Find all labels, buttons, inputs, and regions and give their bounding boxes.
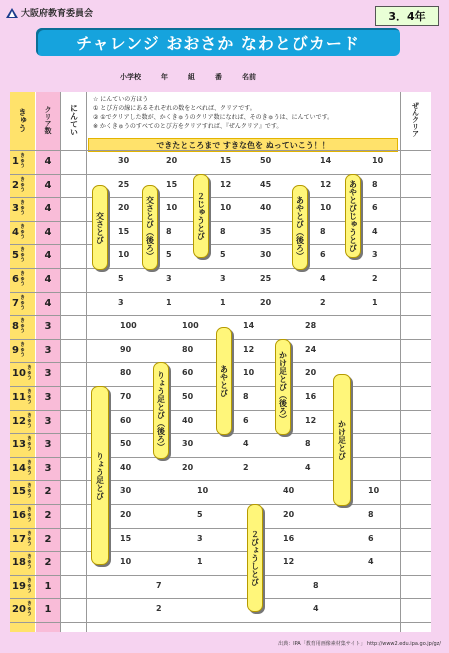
- jump-count: 3: [166, 274, 172, 283]
- jump-type-label: りょう足とび（後ろ）: [153, 362, 169, 458]
- jump-count: 6: [320, 250, 326, 260]
- jump-count: 40: [283, 486, 295, 496]
- kyuu-suffix: き ゅ う: [19, 341, 25, 358]
- jump-count: 15: [220, 156, 232, 165]
- jump-count: 20: [166, 156, 178, 165]
- clear-count: 3: [44, 439, 52, 451]
- jump-count: 4: [305, 462, 311, 472]
- row-divider: [10, 221, 431, 222]
- kyuu-label: [10, 363, 35, 384]
- row-divider: [10, 457, 431, 458]
- kyuu-number: 1: [12, 156, 19, 167]
- jump-count: 60: [120, 415, 132, 425]
- row-divider: [10, 551, 431, 552]
- name-field: 名前: [242, 73, 256, 81]
- kyuu-label: [10, 175, 35, 196]
- kyuu-suffix: き ゅ う: [26, 389, 32, 405]
- jump-count: 2: [156, 604, 162, 614]
- kyuu-suffix: き ゅ う: [26, 483, 32, 500]
- jump-count: 8: [372, 179, 378, 189]
- clear-count-header: クリア数: [44, 105, 52, 134]
- kyuu-label: [10, 387, 35, 408]
- clear-count: 3: [44, 368, 52, 380]
- kyuu-suffix: き ゅ う: [19, 176, 25, 193]
- jump-count: 25: [118, 179, 130, 189]
- jump-count: 2: [372, 274, 378, 283]
- jump-count: 8: [320, 226, 326, 236]
- kyuu-suffix: き ゅ う: [26, 554, 32, 571]
- kyuu-label: [10, 434, 35, 455]
- kyuu-label: [10, 576, 35, 597]
- kyuu-label: [10, 505, 35, 526]
- kyuu-number: 17: [12, 533, 26, 545]
- jump-count: 10: [368, 486, 380, 496]
- kyuu-number: 2: [12, 179, 19, 191]
- kyuu-number: 6: [12, 274, 19, 285]
- jump-count: 40: [120, 462, 132, 472]
- jump-count: 15: [118, 226, 130, 236]
- row-divider: [10, 150, 431, 151]
- row-divider: [10, 268, 431, 269]
- row-divider: [10, 575, 431, 576]
- jump-count: 3: [118, 297, 124, 307]
- jump-count: 50: [182, 392, 194, 401]
- ninteii-header: にんてい: [69, 103, 79, 136]
- jump-type-label: ２じゅうとび: [193, 174, 209, 259]
- jump-count: 20: [182, 462, 194, 472]
- jump-count: 1: [166, 297, 172, 307]
- kyuu-suffix: き ゅ う: [19, 271, 25, 287]
- clear-count: 2: [44, 557, 52, 569]
- kyuu-number: 16: [12, 510, 26, 521]
- clear-count: 4: [44, 250, 52, 262]
- row-divider: [10, 504, 431, 505]
- clear-count: 4: [44, 226, 52, 238]
- kyuu-label: [10, 269, 35, 290]
- jump-count: 20: [120, 510, 132, 519]
- jump-count: 6: [372, 203, 378, 213]
- jump-count: 2: [243, 462, 249, 472]
- jump-count: 4: [243, 439, 249, 449]
- jump-count: 20: [260, 297, 272, 307]
- kyuu-suffix: き ゅ う: [26, 601, 32, 618]
- jump-type-label: ２びょうしとび: [247, 504, 263, 612]
- jump-count: 8: [313, 580, 319, 590]
- jump-count: 25: [260, 274, 272, 283]
- jump-count: 10: [197, 486, 209, 496]
- kyuu-label: [10, 293, 35, 314]
- jump-count: 80: [182, 344, 194, 354]
- row-divider: [10, 292, 431, 293]
- clear-count: 4: [44, 203, 52, 215]
- jump-count: 28: [305, 321, 317, 331]
- jump-count: 1: [197, 557, 203, 567]
- kyuu-number: 4: [12, 226, 19, 238]
- jump-count: 30: [120, 486, 132, 496]
- jump-count: 60: [182, 368, 194, 378]
- jump-count: 12: [320, 179, 332, 189]
- row-divider: [10, 622, 431, 623]
- clear-count: 2: [44, 533, 52, 545]
- jump-count: 90: [120, 344, 132, 354]
- jump-count: 70: [120, 392, 132, 401]
- jump-count: 3: [197, 533, 203, 543]
- school-info-line: [120, 72, 449, 82]
- jump-count: 8: [243, 392, 249, 401]
- clear-count: 3: [44, 415, 52, 427]
- clear-count: 4: [44, 156, 52, 167]
- kyuu-label: [10, 198, 35, 219]
- kyuu-header: きゅう: [18, 107, 27, 132]
- row-divider: [10, 174, 431, 175]
- kyuu-suffix: き ゅ う: [26, 507, 32, 523]
- jump-count: 100: [182, 321, 199, 331]
- instructions-title: ☆ にんていの方ほう: [93, 96, 149, 103]
- jump-count: 4: [313, 604, 319, 614]
- jump-type-label: かけ足とび（後ろ）: [275, 339, 291, 435]
- instructions-line-2: ② ①でクリアした数が、かくきゅうのクリア数になれば、そのきゅうは、にんていです。: [93, 114, 334, 121]
- jump-count: 7: [156, 580, 162, 590]
- row-divider: [10, 197, 431, 198]
- kyuu-suffix: き ゅ う: [26, 530, 32, 547]
- kyuu-number: 13: [12, 439, 26, 451]
- jump-count: 100: [120, 321, 137, 331]
- kyuu-suffix: き ゅ う: [19, 318, 25, 335]
- kyuu-label: [10, 599, 35, 620]
- jump-count: 50: [260, 156, 272, 165]
- kyuu-number: 12: [12, 415, 26, 427]
- clear-count: 3: [44, 321, 52, 333]
- kyuu-number: 11: [12, 392, 26, 403]
- clear-count: 1: [44, 604, 52, 616]
- kyuu-number: 14: [12, 462, 26, 474]
- jump-count: 12: [220, 179, 232, 189]
- instructions-box: [88, 92, 398, 136]
- jump-count: 14: [320, 156, 332, 165]
- zenclear-header: ぜんクリア: [411, 102, 420, 137]
- jump-count: 5: [166, 250, 172, 260]
- kyuu-number: 18: [12, 557, 26, 569]
- jump-count: 16: [283, 533, 295, 543]
- row-divider: [10, 244, 431, 245]
- jump-count: 10: [120, 557, 132, 567]
- jump-count: 5: [118, 274, 124, 283]
- jump-count: 4: [320, 274, 326, 283]
- kyuu-number: 7: [12, 297, 19, 309]
- jump-type-label: あやとびじゅうとび: [345, 174, 361, 259]
- osaka-logo-icon: [6, 8, 18, 18]
- kyuu-suffix: き ゅ う: [19, 247, 25, 264]
- kyuu-label: [10, 411, 35, 432]
- column-divider: [86, 92, 87, 632]
- jump-type-label: あやとび（後ろ）: [292, 185, 308, 270]
- jump-count: 15: [166, 179, 178, 189]
- clear-count: 2: [44, 510, 52, 521]
- source-footer: 出典：IPA「教育用画像素材集サイト」 http://www2.edu.ipa.go.jp/gz/: [278, 641, 441, 647]
- jump-count: 5: [197, 510, 203, 519]
- kyuu-number: 8: [12, 321, 19, 333]
- jump-count: 10: [372, 156, 384, 165]
- jump-count: 12: [305, 415, 317, 425]
- kyuu-number: 10: [12, 368, 26, 380]
- row-divider: [10, 598, 431, 599]
- jump-count: 30: [118, 156, 130, 165]
- jump-count: 3: [372, 250, 378, 260]
- jump-count: 20: [283, 510, 295, 519]
- jump-count: 10: [166, 203, 178, 213]
- page-title: チャレンジ おおさか なわとびカード: [36, 28, 400, 56]
- jump-count: 16: [305, 392, 317, 401]
- kyuu-number: 19: [12, 580, 26, 592]
- jump-count: 45: [260, 179, 272, 189]
- jump-count: 4: [368, 557, 374, 567]
- clear-count: 3: [44, 462, 52, 474]
- kyuu-suffix: き ゅ う: [26, 459, 32, 476]
- jump-count: 12: [243, 344, 255, 354]
- column-divider: [400, 92, 401, 632]
- jump-count: 8: [166, 226, 172, 236]
- jump-count: 2: [320, 297, 326, 307]
- kyuu-label: [10, 552, 35, 573]
- jump-type-label: りょう足とび: [91, 386, 109, 565]
- row-divider: [10, 528, 431, 529]
- year-field: 年: [161, 73, 168, 81]
- jump-type-label: 交さとび: [92, 185, 108, 270]
- column-divider: [60, 92, 61, 632]
- clear-count: 4: [44, 297, 52, 309]
- jump-type-label: 交さとび（後ろ）: [142, 185, 158, 270]
- publisher: [6, 6, 93, 19]
- kyuu-suffix: き ゅ う: [19, 153, 25, 169]
- jump-count: 10: [118, 250, 130, 260]
- instructions-line-1: ① とび方の線にあるそれぞれの数をとべれば、クリアです。: [93, 105, 256, 112]
- kyuu-label: [10, 458, 35, 479]
- jump-count: 12: [283, 557, 295, 567]
- jump-count: 1: [372, 297, 378, 307]
- number-field: 番: [215, 73, 222, 81]
- clear-count: 4: [44, 274, 52, 285]
- jump-count: 4: [372, 226, 378, 236]
- kyuu-suffix: き ゅ う: [19, 294, 25, 311]
- jump-count: 5: [220, 250, 226, 260]
- jump-count: 8: [305, 439, 311, 449]
- jump-count: 80: [120, 368, 132, 378]
- challenge-banner: できたところまで すきな色を ぬっていこう！！: [88, 138, 398, 152]
- publisher-name: 大阪府教育委員会: [21, 9, 94, 19]
- class-field: 組: [188, 73, 195, 81]
- kyuu-suffix: き ゅ う: [26, 436, 32, 453]
- school-field: 小学校: [120, 73, 141, 81]
- kyuu-number: 3: [12, 203, 19, 215]
- jump-count: 24: [305, 344, 317, 354]
- jump-count: 8: [368, 510, 374, 519]
- jump-count: 1: [220, 297, 226, 307]
- grade-label: 3．4年: [375, 6, 439, 26]
- jump-count: 14: [243, 321, 255, 331]
- jump-count: 3: [220, 274, 226, 283]
- kyuu-suffix: き ゅ う: [26, 412, 32, 429]
- clear-count: 2: [44, 486, 52, 498]
- kyuu-number: 15: [12, 486, 26, 498]
- jump-count: 30: [182, 439, 194, 449]
- kyuu-label: [10, 151, 35, 172]
- kyuu-suffix: き ゅ う: [26, 365, 32, 382]
- kyuu-label: [10, 529, 35, 550]
- jump-type-label: かけ足とび: [333, 374, 351, 506]
- row-divider: [10, 480, 431, 481]
- jump-count: 15: [120, 533, 132, 543]
- kyuu-label: [10, 481, 35, 502]
- jump-count: 6: [243, 415, 249, 425]
- kyuu-label: [10, 340, 35, 361]
- jump-count: 10: [220, 203, 232, 213]
- kyuu-number: 20: [12, 604, 26, 616]
- jump-count: 20: [305, 368, 317, 378]
- kyuu-label: [10, 222, 35, 243]
- jump-count: 10: [243, 368, 255, 378]
- kyuu-number: 5: [12, 250, 19, 262]
- kyuu-label: [10, 245, 35, 266]
- clear-count: 3: [44, 392, 52, 403]
- clear-count: 4: [44, 179, 52, 191]
- kyuu-suffix: き ゅ う: [19, 223, 25, 240]
- jump-count: 30: [260, 250, 272, 260]
- clear-count: 1: [44, 580, 52, 592]
- jump-count: 10: [320, 203, 332, 213]
- jump-count: 6: [368, 533, 374, 543]
- kyuu-number: 9: [12, 344, 19, 356]
- clear-count: 3: [44, 344, 52, 356]
- kyuu-suffix: き ゅ う: [19, 200, 25, 217]
- jump-count: 40: [182, 415, 194, 425]
- jump-type-label: あやとび: [216, 327, 232, 435]
- jump-count: 20: [118, 203, 130, 213]
- jump-count: 35: [260, 226, 272, 236]
- kyuu-suffix: き ゅ う: [26, 577, 32, 594]
- jump-count: 50: [120, 439, 132, 449]
- jump-count: 40: [260, 203, 272, 213]
- instructions-line-3: ※ かくきゅうのすべてのとび方をクリアすれば、『ぜんクリア』です。: [93, 123, 283, 130]
- kyuu-label: [10, 316, 35, 337]
- row-divider: [10, 315, 431, 316]
- jump-count: 8: [220, 226, 226, 236]
